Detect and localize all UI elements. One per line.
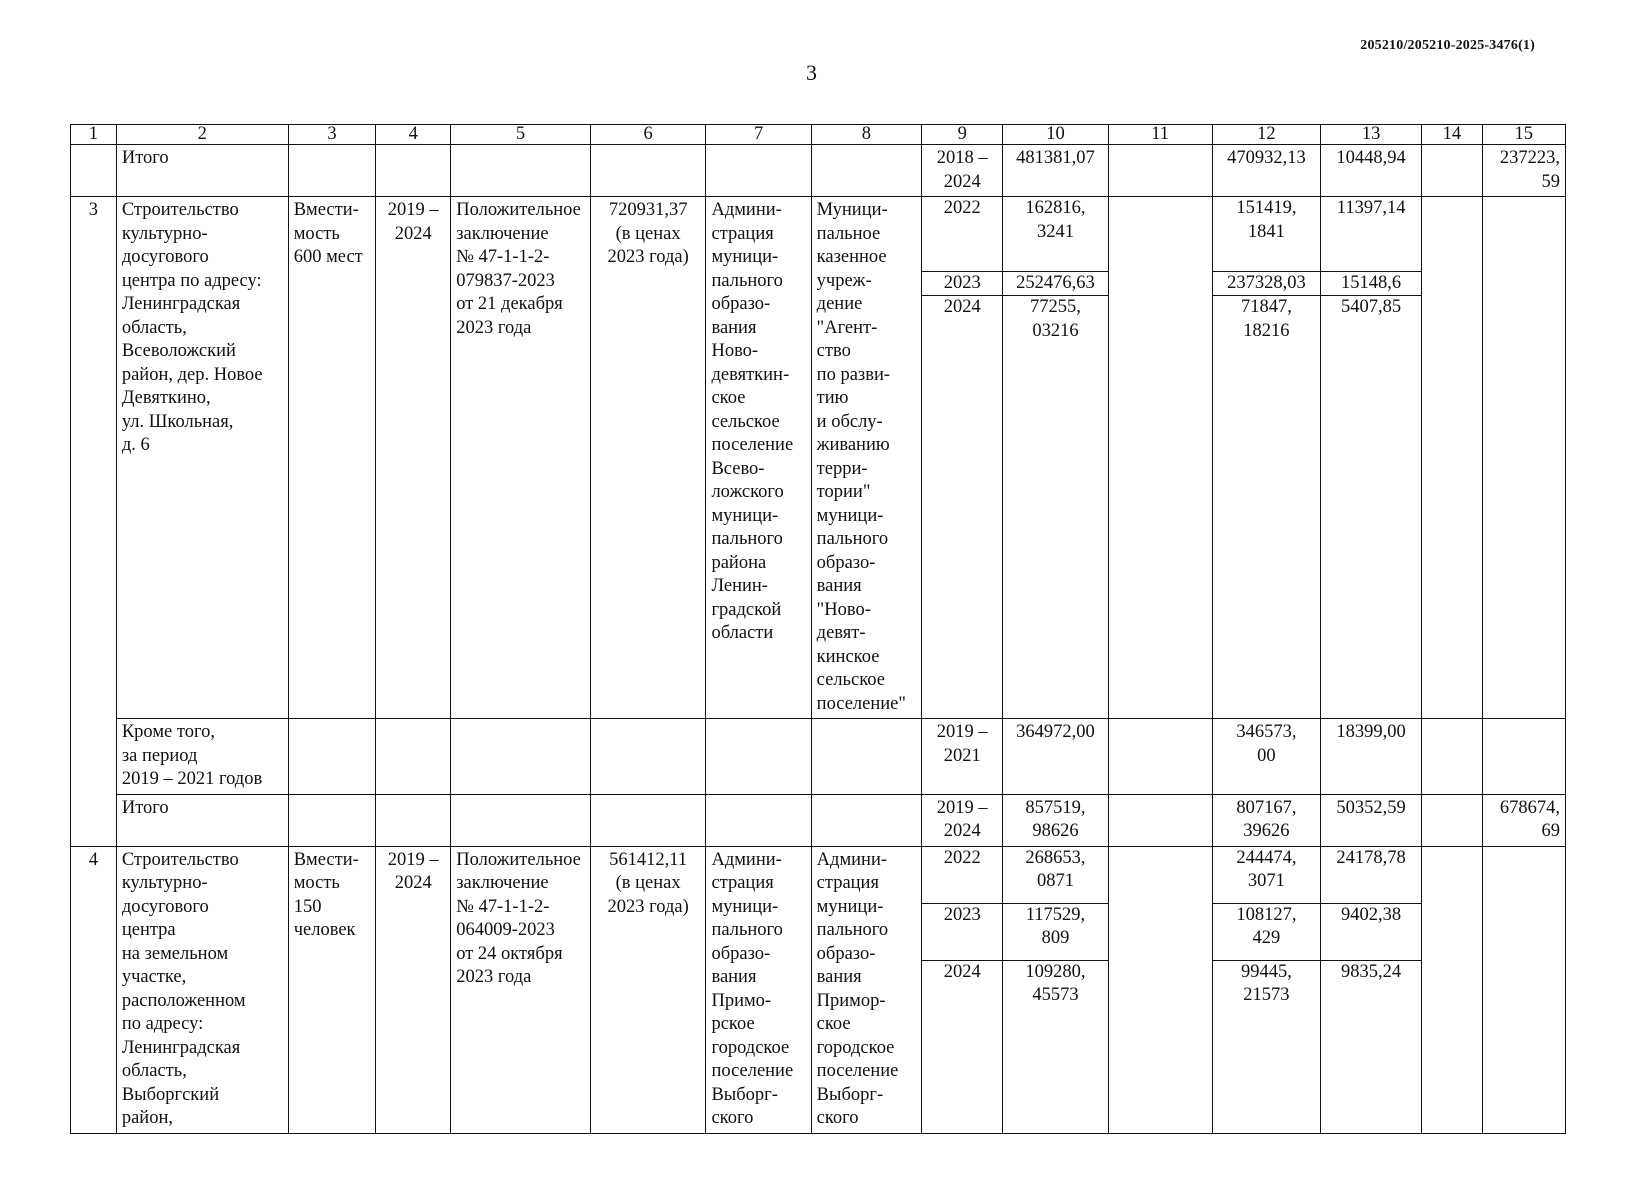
object-developer: Муници- пальное казенное учреж- дение "Агент- ство по разви- тию и обслу- живанию терри- тории" муници- пального образо- вания "Ново- девят- кинское сельское поселение" — [811, 197, 921, 719]
object-conclusion: Положительное заключение № 47-1-1-2- 079837-2023 от 21 декабря 2023 года — [451, 197, 591, 719]
year-c10: 77255, 03216 — [1003, 296, 1108, 719]
year-cell: 2023 — [922, 903, 1003, 960]
total-c12: 470932,13 — [1212, 145, 1320, 197]
object-conclusion: Положительное заключение № 47-1-1-2- 064009-2023 от 24 октября 2023 года — [451, 846, 591, 1133]
column-header: 12 — [1212, 125, 1320, 145]
cell-empty — [376, 794, 451, 846]
column-header: 4 — [376, 125, 451, 145]
column-header: 7 — [706, 125, 811, 145]
cell-empty — [376, 145, 451, 197]
object-period: 2019 – 2024 — [376, 846, 451, 1133]
table-row — [71, 197, 1566, 272]
total-c13: 50352,59 — [1321, 794, 1422, 846]
cell-empty — [1108, 719, 1212, 795]
object-number: 4 — [71, 846, 117, 1133]
cell-empty — [590, 145, 706, 197]
document-id: 205210/205210-2025-3476(1) — [1360, 38, 1535, 53]
table-row — [71, 719, 1566, 795]
column-header: 15 — [1482, 125, 1565, 145]
object-cost: 561412,11 (в ценах 2023 года) — [590, 846, 706, 1133]
object-number: 3 — [71, 197, 117, 847]
cell-empty — [1108, 145, 1212, 197]
object-capacity: Вмести- мость 600 мест — [288, 197, 376, 719]
cell-empty — [1422, 197, 1482, 719]
besides-c10: 364972,00 — [1003, 719, 1108, 795]
total-c15: 678674, 69 — [1482, 794, 1565, 846]
cell-empty — [1108, 794, 1212, 846]
table-row — [71, 794, 1566, 846]
year-cell: 2024 — [922, 960, 1003, 1133]
cell-empty — [706, 719, 811, 795]
cell-empty — [376, 719, 451, 795]
column-header: 6 — [590, 125, 706, 145]
year-c13: 11397,14 — [1321, 197, 1422, 272]
year-c10: 162816, 3241 — [1003, 197, 1108, 272]
besides-c13: 18399,00 — [1321, 719, 1422, 795]
cell-empty — [706, 794, 811, 846]
cell-empty — [811, 719, 921, 795]
cell-empty — [1108, 846, 1212, 1133]
year-c13: 5407,85 — [1321, 296, 1422, 719]
cell-empty — [1422, 846, 1482, 1133]
object-capacity: Вмести- мость 150 человек — [288, 846, 376, 1133]
page-number: 3 — [806, 60, 817, 85]
total-c10: 857519, 98626 — [1003, 794, 1108, 846]
table-row — [71, 846, 1566, 903]
besides-years: 2019 – 2021 — [922, 719, 1003, 795]
cell-empty — [71, 145, 117, 197]
investment-table — [70, 124, 1566, 1134]
year-c12: 71847, 18216 — [1212, 296, 1320, 719]
year-c13: 15148,6 — [1321, 271, 1422, 296]
besides-label: Кроме того, за период 2019 – 2021 годов — [116, 719, 288, 795]
object-customer: Админи- страция муници- пального образо- вания Ново- девяткин- ское сельское поселение Всево- ложского муници- пального района Ленин- градской области — [706, 197, 811, 719]
cell-empty — [1108, 197, 1212, 719]
year-c13: 24178,78 — [1321, 846, 1422, 903]
total-label: Итого — [116, 794, 288, 846]
column-header: 10 — [1003, 125, 1108, 145]
cell-empty — [288, 794, 376, 846]
column-header: 8 — [811, 125, 921, 145]
total-c10: 481381,07 — [1003, 145, 1108, 197]
year-cell: 2022 — [922, 846, 1003, 903]
column-header: 13 — [1321, 125, 1422, 145]
cell-empty — [288, 719, 376, 795]
year-c10: 252476,63 — [1003, 271, 1108, 296]
cell-empty — [451, 794, 591, 846]
column-header: 14 — [1422, 125, 1482, 145]
cell-empty — [590, 794, 706, 846]
cell-empty — [1422, 719, 1482, 795]
total-label: Итого — [116, 145, 288, 197]
year-c10: 268653, 0871 — [1003, 846, 1108, 903]
year-c12: 237328,03 — [1212, 271, 1320, 296]
total-years: 2018 – 2024 — [922, 145, 1003, 197]
column-number-row — [71, 125, 1566, 145]
cell-empty — [590, 719, 706, 795]
year-cell: 2024 — [922, 296, 1003, 719]
year-c13: 9835,24 — [1321, 960, 1422, 1133]
year-c13: 9402,38 — [1321, 903, 1422, 960]
year-c12: 99445, 21573 — [1212, 960, 1320, 1133]
table-row — [71, 145, 1566, 197]
object-name: Строительство культурно- досугового центра на земельном участке, расположенном по адресу: Ленинградская область, Выборгский район, — [116, 846, 288, 1133]
year-c10: 109280, 45573 — [1003, 960, 1108, 1133]
object-period: 2019 – 2024 — [376, 197, 451, 719]
year-c12: 108127, 429 — [1212, 903, 1320, 960]
total-c13: 10448,94 — [1321, 145, 1422, 197]
cell-empty — [451, 145, 591, 197]
cell-empty — [811, 794, 921, 846]
cell-empty — [811, 145, 921, 197]
year-cell: 2022 — [922, 197, 1003, 272]
cell-empty — [1482, 197, 1565, 719]
besides-c12: 346573, 00 — [1212, 719, 1320, 795]
cell-empty — [1422, 794, 1482, 846]
year-cell: 2023 — [922, 271, 1003, 296]
cell-empty — [1482, 846, 1565, 1133]
column-header: 5 — [451, 125, 591, 145]
cell-empty — [1422, 145, 1482, 197]
year-c12: 151419, 1841 — [1212, 197, 1320, 272]
cell-empty — [706, 145, 811, 197]
column-header: 9 — [922, 125, 1003, 145]
object-developer: Админи- страция муници- пального образо- вания Примор- ское городское поселение Выборг- ского — [811, 846, 921, 1133]
column-header: 11 — [1108, 125, 1212, 145]
cell-empty — [451, 719, 591, 795]
column-header: 3 — [288, 125, 376, 145]
year-c10: 117529, 809 — [1003, 903, 1108, 960]
column-header: 2 — [116, 125, 288, 145]
year-c12: 244474, 3071 — [1212, 846, 1320, 903]
column-header: 1 — [71, 125, 117, 145]
total-c15: 237223, 59 — [1482, 145, 1565, 197]
total-c12: 807167, 39626 — [1212, 794, 1320, 846]
object-cost: 720931,37 (в ценах 2023 года) — [590, 197, 706, 719]
cell-empty — [288, 145, 376, 197]
cell-empty — [1482, 719, 1565, 795]
object-customer: Админи- страция муници- пального образо- вания Примо- рское городское поселение Выборг- ского — [706, 846, 811, 1133]
total-years: 2019 – 2024 — [922, 794, 1003, 846]
object-name: Строительство культурно- досугового центра по адресу: Ленинградская область, Всеволожский район, дер. Новое Девяткино, ул. Школьная, д. 6 — [116, 197, 288, 719]
